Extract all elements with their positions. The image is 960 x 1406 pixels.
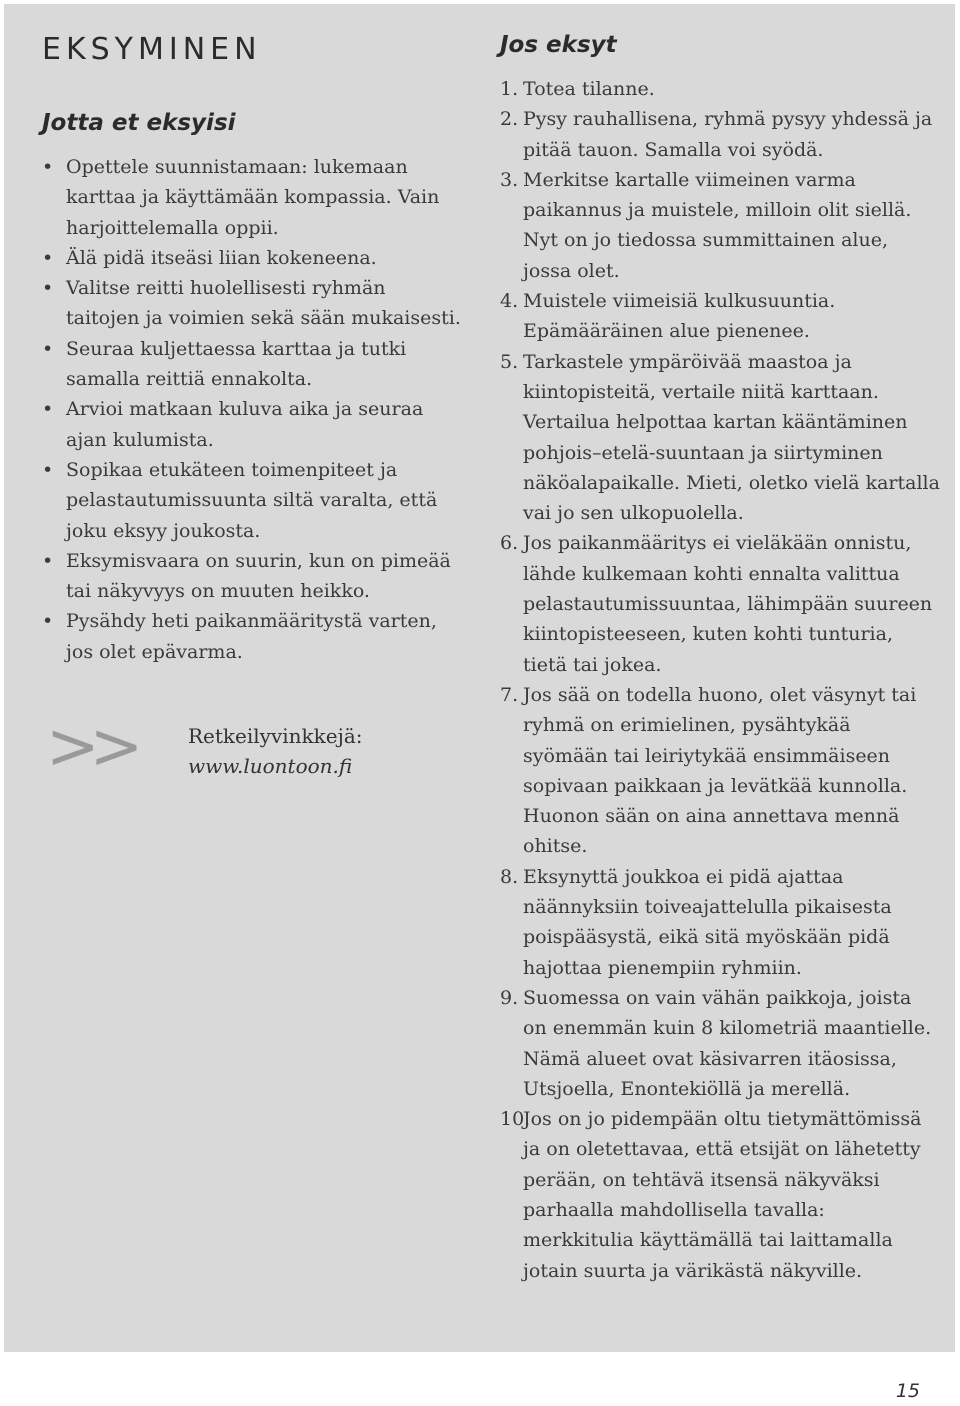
list-item: [500, 983, 940, 1104]
prevention-list: [42, 152, 462, 667]
list-item: [500, 286, 940, 347]
tip-box: [42, 710, 462, 791]
list-item: • Valitse reitti huolellisesti ryhmän taitojen ja voimien sekä sään mukaisesti.: [42, 273, 462, 334]
list-item: [500, 862, 940, 983]
step-number: 2.: [500, 108, 519, 131]
list-item: [500, 1104, 940, 1286]
step-number: 8.: [500, 865, 519, 888]
tip-label: Retkeilyvinkkejä:: [188, 724, 363, 749]
double-chevron-icon: >>: [46, 710, 134, 785]
list-item: • Seuraa kuljettaessa karttaa ja tutki samalla reittiä ennakolta.: [42, 334, 462, 395]
step-text: Jos on jo pidempään oltu tietymättömissä ja on oletettavaa, että etsijät on lähetetty perään, on tehtävä itsensä näkyväksi parhaalla mahdollisella tavalla: merkkitulia käyttämällä tai laittamalla jotain suurta ja värikästä näkyville.: [523, 1108, 922, 1282]
list-item: • Opettele suunnistamaan: lukemaan karttaa ja käyttämään kompassia. Vain harjoittelemalla oppii.: [42, 152, 462, 243]
list-item: • Sopikaa etukäteen toimenpiteet ja pelastautumissuunta siltä varalta, että joku eksyy joukosta.: [42, 455, 462, 546]
lost-steps-list: [500, 74, 940, 1286]
step-text: Pysy rauhallisena, ryhmä pysyy yhdessä ja pitää tauon. Samalla voi syödä.: [523, 108, 933, 161]
step-number: 7.: [500, 683, 519, 706]
tip-text: [188, 721, 363, 781]
step-text: Eksynyttä joukkoa ei pidä ajattaa näännyksiin toiveajattelulla pikaisesta poispääsystä, eikä sitä myöskään pidä hajottaa pienempiin ryhmiin.: [523, 865, 892, 979]
list-item: [500, 528, 940, 679]
section-title: EKSYMINEN: [42, 32, 262, 67]
list-item: [500, 104, 940, 165]
page-number: 15: [895, 1380, 920, 1402]
step-text: Suomessa on vain vähän paikkoja, joista on enemmän kuin 8 kilometriä maantielle. Nämä alueet ovat käsivarren itäosissa, Utsjoella, Enontekiöllä ja merellä.: [523, 986, 932, 1100]
list-item: • Eksymisvaara on suurin, kun on pimeää tai näkyvyys on muuten heikko.: [42, 546, 462, 607]
lost-heading: Jos eksyt: [500, 32, 617, 58]
step-text: Jos sää on todella huono, olet väsynyt tai ryhmä on erimielinen, pysähtykää syömään tai leiriytykää ensimmäiseen sopivaan paikkaan ja levätkää kunnolla. Huonon sään on aina annettava mennä ohitse.: [523, 683, 917, 858]
list-item: [500, 347, 940, 529]
list-item: • Pysähdy heti paikanmääritystä varten, jos olet epävarma.: [42, 606, 462, 667]
list-item: [500, 165, 940, 286]
step-text: Totea tilanne.: [523, 78, 655, 100]
list-item: • Arvioi matkaan kuluva aika ja seuraa ajan kulumista.: [42, 394, 462, 455]
list-item: [500, 74, 940, 104]
step-text: Merkitse kartalle viimeinen varma paikannus ja muistele, milloin olit siellä. Nyt on jo tiedossa summittainen alue, jossa olet.: [523, 168, 912, 282]
step-number: 9.: [500, 986, 519, 1009]
list-item: • Älä pidä itseäsi liian kokeneena.: [42, 243, 462, 273]
step-text: Jos paikanmääritys ei vieläkään onnistu, lähde kulkemaan kohti ennalta valittua pelastautumissuuntaa, lähimpään suureen kiintopisteeseen, kuten kohti tunturia, tietä tai jokea.: [523, 532, 933, 676]
step-number: 1.: [500, 78, 519, 100]
content-panel: [4, 4, 955, 1352]
step-text: Muistele viimeisiä kulkusuuntia. Epämääräinen alue pienenee.: [523, 290, 836, 343]
list-item: [500, 680, 940, 862]
step-text: Tarkastele ympäröivää maastoa ja kiintopisteitä, vertaile niitä karttaan. Vertailua helpottaa kartan kääntäminen pohjois–etelä-suuntaan ja siirtyminen näköalapaikalle. Mieti, oletko vielä kartalla vai jo sen ulkopuolella.: [523, 350, 940, 525]
step-number: 4.: [500, 290, 519, 313]
step-number: 10.: [500, 1108, 531, 1131]
step-number: 3.: [500, 168, 519, 191]
tip-link[interactable]: www.luontoon.fi: [188, 754, 353, 779]
step-number: 5.: [500, 350, 519, 373]
right-column: [500, 30, 940, 1286]
prevention-heading: Jotta et eksyisi: [42, 110, 236, 136]
step-number: 6.: [500, 532, 519, 555]
left-column: [42, 32, 462, 791]
